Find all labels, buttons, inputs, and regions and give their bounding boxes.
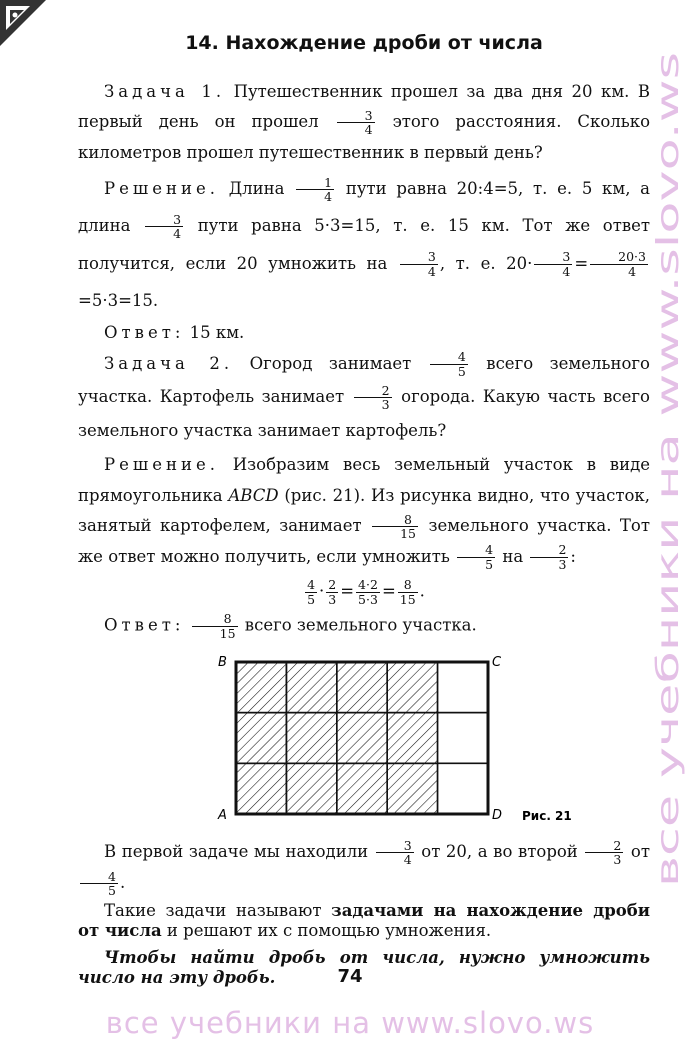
- summary: В первой задаче мы находили $\frac{3}{4}$ от 20, а во второй $\frac{2}{3}$ от $\frac{4}{5}$ .: [78, 836, 650, 899]
- answer-1: Ответ: 15 км.: [104, 322, 245, 342]
- solution-1-label: Решение.: [104, 179, 219, 199]
- shaded-cell: [337, 763, 387, 814]
- fraction: $\frac{8}{15}$: [399, 577, 416, 607]
- corner-ornament-icon: [0, 0, 46, 46]
- solution-2: Решение. Изобразим весь земельный участок в виде прямоугольника ABCD (рис. 21). Из рисунка видно, что участок, занятый картофелем, занимает $\frac{8}{15}$ земельного участка. Тот же ответ можно получить, если умножить $\frac{4}{5}$ на $\frac{2}{3}$ :: [78, 455, 650, 572]
- figure-caption: Рис. 21: [522, 809, 572, 824]
- page-number: 74: [337, 966, 363, 987]
- task-1: Задача 1. Путешественник прошел за два дня 20 км. В первый день он прошел $\frac{3}{4}$ этого расстояния. Сколько километров прошел путешественник в первый день?: [78, 81, 651, 162]
- fraction: $\frac{3}{4}$: [400, 250, 438, 278]
- empty-cell: [438, 763, 488, 814]
- fraction: $\frac{4\cdot 2}{5\cdot 3}$: [358, 577, 378, 607]
- fraction: $\frac{4}{5}$: [307, 577, 316, 607]
- fraction: $\frac{3}{4}$: [534, 250, 572, 278]
- vertex-b: B: [218, 655, 227, 671]
- rule: Чтобы найти дробь от числа, нужно умножить число на эту дробь.: [78, 948, 650, 988]
- shaded-cell: [286, 662, 336, 713]
- vertex-d: D: [492, 808, 503, 824]
- fraction: $\frac{3}{4}$: [145, 213, 183, 241]
- empty-cell: [438, 713, 488, 764]
- rectangle-diagram: [78, 654, 650, 826]
- fraction: $\frac{2}{3}$: [354, 384, 392, 412]
- shaded-cell: [236, 713, 286, 764]
- watermark-horizontal: все учебники на www.slovo.ws: [105, 1006, 595, 1040]
- definition-paragraph: Такие задачи называют задачами на нахождение дроби от числа и решают их с помощью умножения.: [78, 900, 650, 940]
- solution-2-label: Решение.: [104, 455, 219, 475]
- fraction: $\frac{4}{5}$: [457, 543, 495, 571]
- fraction: $\frac{2}{3}$: [328, 577, 337, 607]
- solution-1: Решение. Длина $\frac{1}{4}$ пути равна 20:4=5, т. е. 5 км, а длина $\frac{3}{4}$ пути равна 5·3=15, т. е. 15 км. Тот же ответ получится, если 20 умножить на $\frac{3}{4}$ , т. е. 20· $\frac{3}{4}$ = $\frac{20\cdot 3}{4}$ =5·3=15.: [78, 174, 651, 310]
- vertex-c: C: [492, 655, 502, 671]
- fraction: $\frac{2}{3}$: [585, 839, 623, 867]
- shaded-cell: [236, 662, 286, 713]
- fraction: $\frac{2}{3}$: [530, 543, 568, 571]
- fraction: $\frac{3}{4}$: [376, 839, 414, 867]
- shaded-cell: [337, 713, 387, 764]
- answer-2: Ответ: $\frac{8}{15}$ всего земельного участка.: [104, 611, 477, 641]
- figure-21: [78, 654, 650, 826]
- fraction: $\frac{8}{15}$: [372, 513, 418, 541]
- task-2: Задача 2. Огород занимает $\frac{4}{5}$ всего земельного участка. Картофель занимает $\frac{2}{3}$ огорода. Какую часть всего земельного участка занимает картофель?: [78, 349, 650, 441]
- fraction: $\frac{1}{4}$: [296, 176, 334, 204]
- svg-text:все учебники на www.slovo.ws: все учебники на www.slovo.ws: [651, 410, 686, 887]
- shaded-cell: [387, 763, 437, 814]
- formula: $\frac{4}{5}$ · $\frac{2}{3}$ = $\frac{4\cdot 2}{5\cdot 3}$ = $\frac{8}{15}$ .: [307, 577, 425, 607]
- vertex-a: A: [218, 808, 227, 824]
- shaded-cell: [286, 763, 336, 814]
- shaded-cell: [337, 662, 387, 713]
- fraction: $\frac{4}{5}$: [80, 870, 118, 898]
- section-title: 14. Нахождение дроби от числа: [185, 32, 543, 54]
- fraction: $\frac{20\cdot 3}{4}$: [590, 250, 648, 278]
- shaded-cell: [387, 662, 437, 713]
- fraction: $\frac{3}{4}$: [337, 109, 375, 137]
- page-content: [78, 30, 650, 988]
- shaded-cell: [286, 713, 336, 764]
- shaded-cell: [387, 713, 437, 764]
- task-2-label: Задача 2.: [104, 353, 234, 373]
- task-1-label: Задача 1.: [104, 81, 226, 101]
- empty-cell: [438, 662, 488, 713]
- fraction: $\frac{8}{15}$: [192, 612, 238, 640]
- shaded-cell: [236, 763, 286, 814]
- watermark-vertical: [640, 45, 690, 890]
- fraction: $\frac{4}{5}$: [430, 350, 468, 378]
